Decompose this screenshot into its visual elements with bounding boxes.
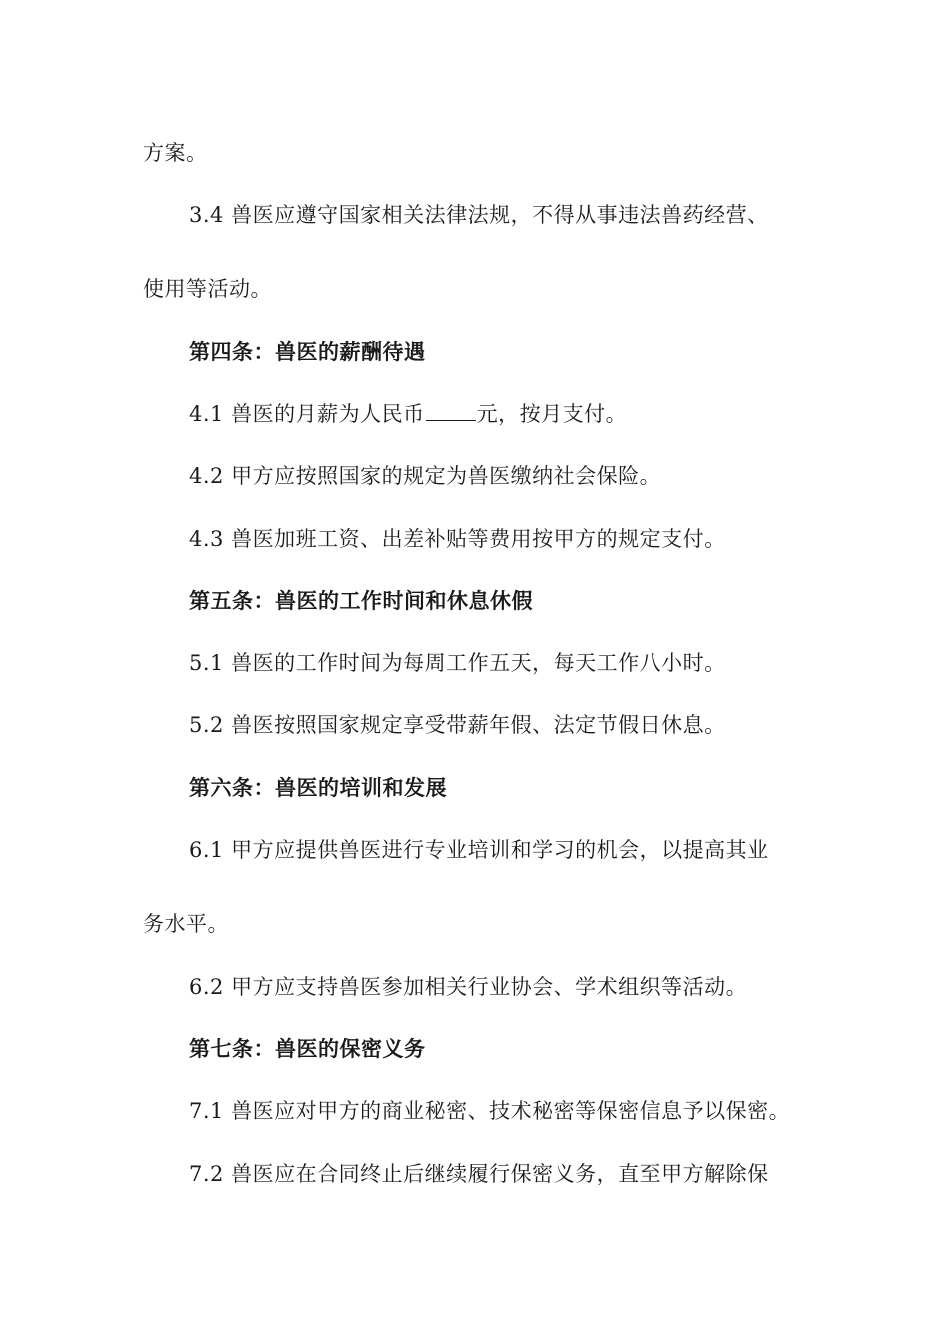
article-4-heading: 第四条：兽医的薪酬待遇: [189, 340, 426, 364]
clause-5-2: 5.2 兽医按照国家规定享受带薪年假、法定节假日休息。: [189, 713, 726, 737]
clause-7-1: 7.1 兽医应对甲方的商业秘密、技术秘密等保密信息予以保密。: [189, 1099, 791, 1123]
clause-4-2: 4.2 甲方应按照国家的规定为兽医缴纳社会保险。: [189, 464, 662, 488]
salary-blank-field: [426, 400, 476, 421]
paragraph-continuation: 方案。: [143, 141, 208, 165]
clause-4-1-text-before: 4.1 兽医的月薪为人民币: [189, 402, 425, 426]
article-6-heading: 第六条：兽医的培训和发展: [189, 776, 447, 800]
clause-4-3: 4.3 兽医加班工资、出差补贴等费用按甲方的规定支付。: [189, 527, 726, 551]
clause-4-1: [189, 400, 627, 428]
clause-7-2: 7.2 兽医应在合同终止后继续履行保密义务，直至甲方解除保: [189, 1162, 769, 1186]
clause-6-1-continuation: 务水平。: [143, 912, 229, 936]
article-5-heading: 第五条：兽医的工作时间和休息休假: [189, 589, 533, 613]
clause-6-2: 6.2 甲方应支持兽医参加相关行业协会、学术组织等活动。: [189, 975, 748, 999]
article-7-heading: 第七条：兽医的保密义务: [189, 1037, 426, 1061]
clause-5-1: 5.1 兽医的工作时间为每周工作五天，每天工作八小时。: [189, 651, 726, 675]
clause-4-1-text-after: 元，按月支付。: [476, 402, 628, 426]
clause-3-4-continuation: 使用等活动。: [143, 277, 272, 301]
clause-6-1: 6.1 甲方应提供兽医进行专业培训和学习的机会，以提高其业: [189, 838, 769, 862]
clause-3-4: 3.4 兽医应遵守国家相关法律法规，不得从事违法兽药经营、: [189, 203, 769, 227]
